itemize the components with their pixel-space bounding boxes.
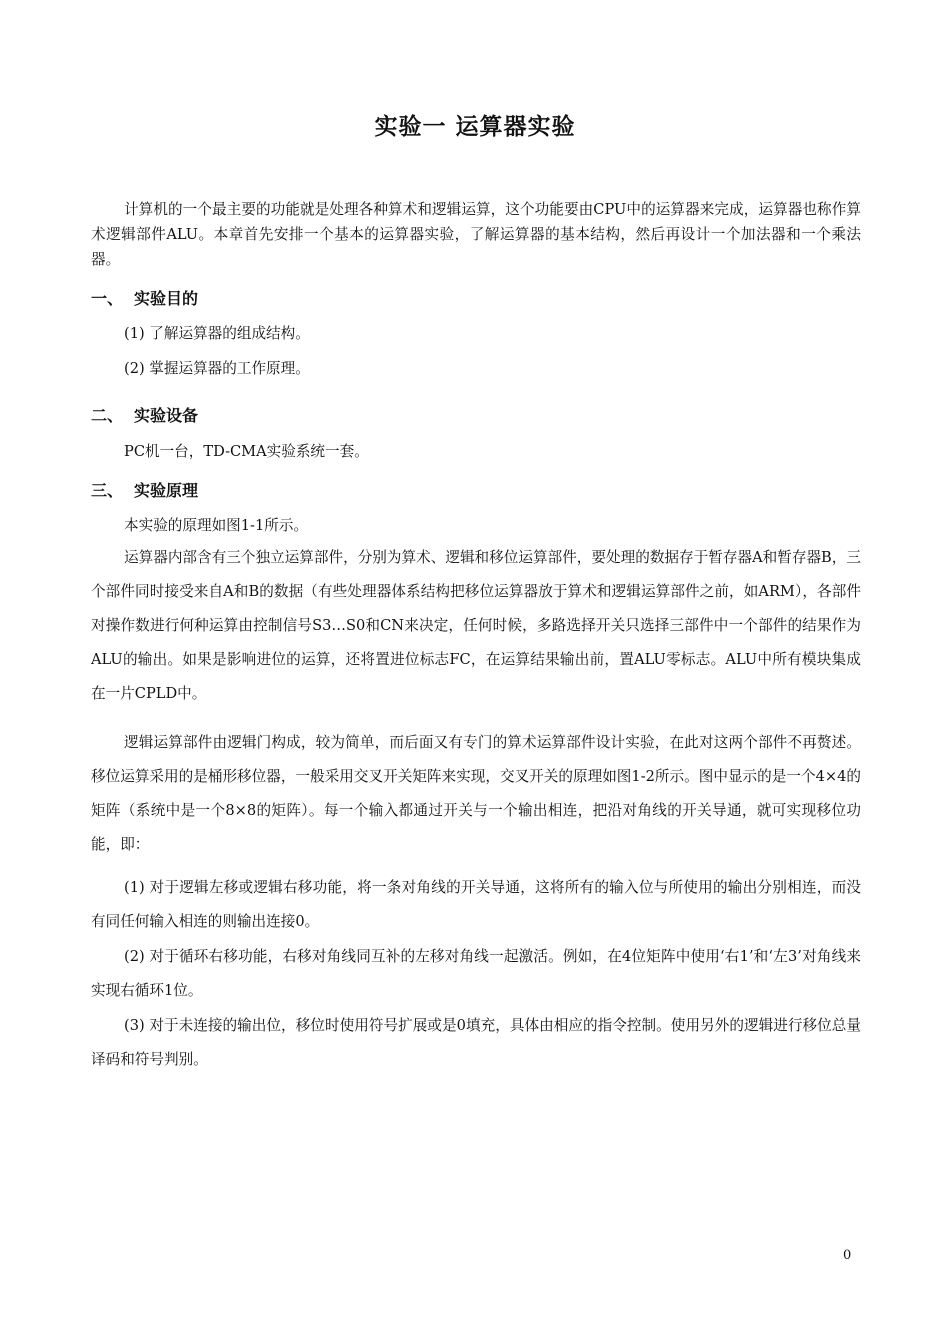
shift-rule-item: (3) 对于未连接的输出位，移位时使用符号扩展或是0填充，具体由相应的指令控制。使用另外的逻辑进行移位总量译码和符号判别。: [91, 1017, 861, 1068]
section-number: 三、: [91, 481, 124, 500]
page-number: 0: [843, 1248, 852, 1263]
objective-item: (1) 了解运算器的组成结构。: [124, 325, 310, 342]
section-heading-principle: [91, 478, 198, 501]
equipment-text: PC机一台，TD-CMA实验系统一套。: [124, 443, 369, 460]
shift-rule-item: (2) 对于循环右移功能，右移对角线同互补的左移对角线一起激活。例如，在4位矩阵中使用‘右1’和‘左3’对角线来实现右循环1位。: [91, 948, 861, 999]
objective-item: (2) 掌握运算器的工作原理。: [124, 360, 310, 377]
principle-paragraph-shifter: 逻辑运算部件由逻辑门构成，较为简单，而后面又有专门的算术运算部件设计实验，在此对这两个部件不再赘述。移位运算采用的是桶形移位器，一般采用交叉开关矩阵来实现，交叉开关的原理如图1-2所示。图中显示的是一个4×4的矩阵（系统中是一个8×8的矩阵）。每一个输入都通过开关与一个输出相连，把沿对角线的开关导通，就可实现移位功能，即：: [91, 734, 861, 853]
section-heading-objectives: [91, 286, 198, 309]
section-title: 实验设备: [134, 406, 199, 425]
shift-rule-item: (1) 对于逻辑左移或逻辑右移功能，将一条对角线的开关导通，这将所有的输入位与所使用的输出分别相连，而没有同任何输入相连的则输出连接0。: [91, 879, 861, 930]
page-title: 实验一 运算器实验: [374, 114, 576, 140]
intro-paragraph: 计算机的一个最主要的功能就是处理各种算术和逻辑运算，这个功能要由CPU中的运算器来完成，运算器也称作算术逻辑部件ALU。本章首先安排一个基本的运算器实验，了解运算器的基本结构，然后再设计一个加法器和一个乘法器。: [91, 201, 861, 268]
section-title: 实验目的: [134, 289, 199, 308]
section-number: 二、: [91, 406, 124, 425]
section-number: 一、: [91, 289, 124, 308]
section-title: 实验原理: [134, 481, 199, 500]
principle-intro: 本实验的原理如图1-1所示。: [124, 517, 309, 534]
principle-paragraph-alu: 运算器内部含有三个独立运算部件，分别为算术、逻辑和移位运算部件，要处理的数据存于暂存器A和暂存器B，三个部件同时接受来自A和B的数据（有些处理器体系结构把移位运算器放于算术和逻辑运算部件之前，如ARM），各部件对操作数进行何种运算由控制信号S3…S0和CN来决定，任何时候，多路选择开关只选择三部件中一个部件的结果作为ALU的输出。如果是影响进位的运算，还将置进位标志FC，在运算结果输出前，置ALU零标志。ALU中所有模块集成在一片CPLD中。: [91, 549, 861, 702]
section-heading-equipment: [91, 403, 198, 426]
